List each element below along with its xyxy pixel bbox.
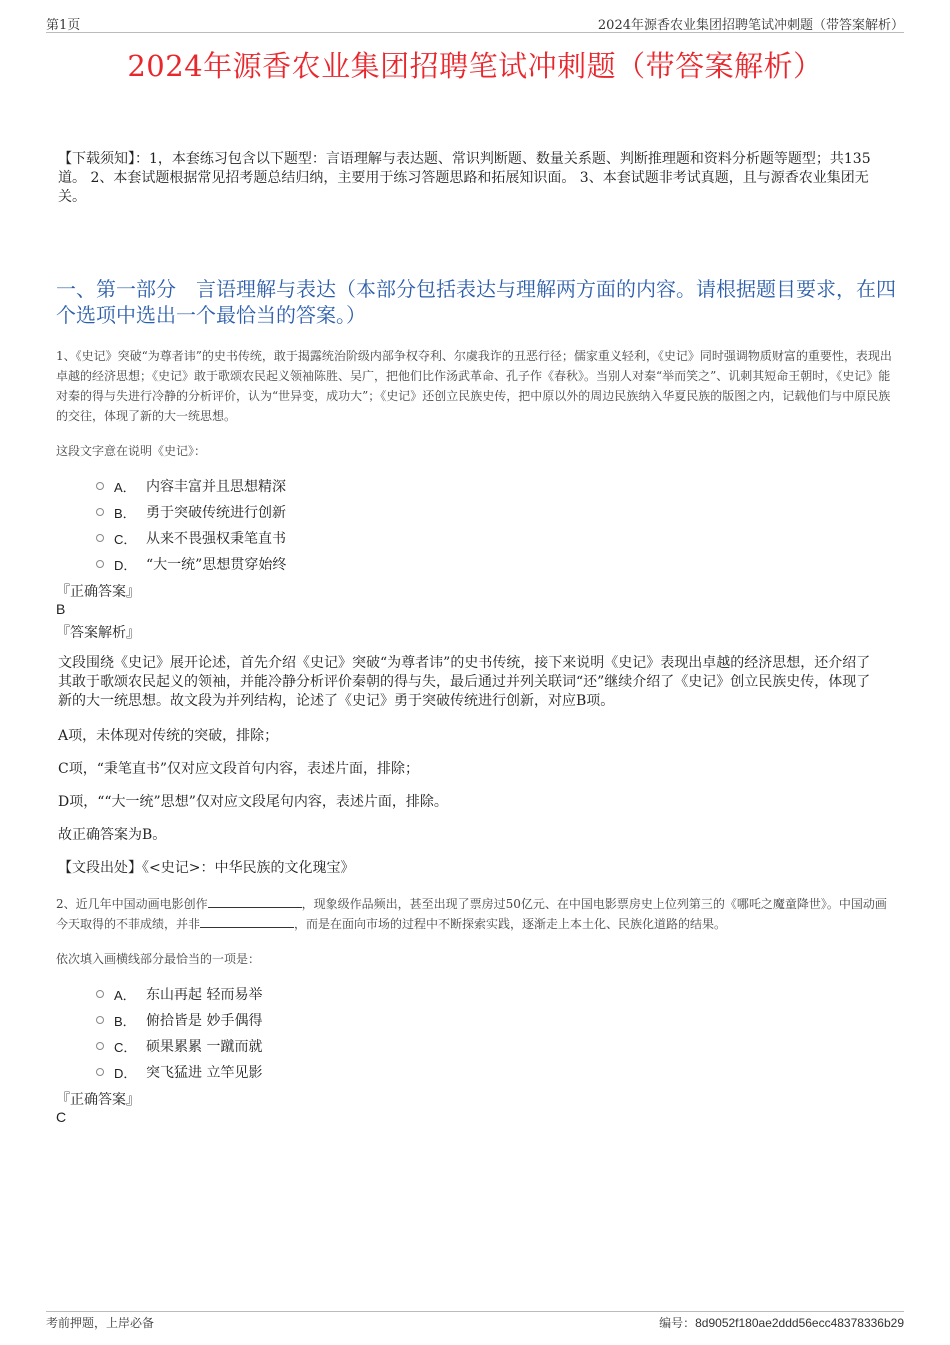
question-2-text: 2、近几年中国动画电影创作 ，现象级作品频出，甚至出现了票房过50亿元、在中国电影票房史上位列第三的《哪吒之魔童降世》。中国动画今天取得的不菲成绩，并非 ，而是在面向市场的过程中不断探索实践，逐渐走上本土化、民族化道路的结果。: [56, 897, 887, 931]
header-divider: [46, 32, 904, 33]
analysis-option-c: C项，“秉笔直书”仅对应文段首句内容，表述片面，排除；: [58, 761, 420, 777]
footer-divider: [46, 1311, 904, 1312]
download-notice: 【下载须知】：1，本套练习包含以下题型：言语理解与表达题、常识判断题、数量关系题、判断推理题和资料分析题等题型；共135道。 2、本套试题根据常见招考题总结归纳，主要用于练习答题思路和拓展知识面。 3、本套试题非考试真题，且与源香农业集团无关。: [58, 151, 871, 205]
radio-icon[interactable]: [96, 1068, 104, 1076]
analysis-option-d: D项，““大一统”思想”仅对应文段尾句内容，表述片面，排除。: [58, 794, 448, 810]
analysis-conclusion: 故正确答案为B。: [58, 827, 167, 843]
fill-blank-1[interactable]: [208, 895, 302, 908]
page-number: 第1页: [46, 18, 81, 33]
radio-icon[interactable]: [96, 508, 104, 516]
fill-blank-2[interactable]: [200, 915, 294, 928]
option-a[interactable]: A． 内容丰富并且思想精深: [96, 473, 286, 499]
radio-icon[interactable]: [96, 482, 104, 490]
option-d[interactable]: D． 突飞猛进 立竿见影: [96, 1059, 262, 1085]
question-1-text: 1、《史记》突破“为尊者讳”的史书传统，敢于揭露统治阶级内部争权夺利、尔虞我诈的丑恶行径；儒家重义轻利，《史记》同时强调物质财富的重要性，表现出卓越的经济思想；《史记》敢于歌颂农民起义领袖陈胜、吴广，把他们比作汤武革命、孔子作《春秋》。当别人对秦“举而笑之”、讥刺其短命王朝时，《史记》能对秦的得与失进行冷静的分析评价，认为“世异变，成功大”；《史记》还创立民族史传，把中原以外的周边民族纳入华夏民族的版图之内，记载他们与中原民族的交往，体现了新的大一统思想。: [56, 349, 892, 423]
option-b[interactable]: B． 勇于突破传统进行创新: [96, 499, 286, 525]
radio-icon[interactable]: [96, 1042, 104, 1050]
document-title: 2024年源香农业集团招聘笔试冲刺题（带答案解析）: [127, 49, 823, 83]
option-d[interactable]: D． “大一统”思想贯穿始终: [96, 551, 286, 577]
question-2-options: [96, 981, 262, 1085]
radio-icon[interactable]: [96, 534, 104, 542]
radio-icon[interactable]: [96, 990, 104, 998]
footer-slogan: 考前押题，上岸必备: [46, 1316, 155, 1330]
option-b[interactable]: B． 俯拾皆是 妙手偶得: [96, 1007, 262, 1033]
correct-answer: B: [56, 601, 66, 617]
radio-icon[interactable]: [96, 560, 104, 568]
question-2-prompt: 依次填入画横线部分最恰当的一项是：: [56, 952, 261, 966]
radio-icon[interactable]: [96, 1016, 104, 1024]
option-a[interactable]: A． 东山再起 轻而易举: [96, 981, 262, 1007]
answer-label: 『正确答案』: [56, 584, 140, 600]
section-heading: 一、第一部分 言语理解与表达（本部分包括表达与理解两方面的内容。请根据题目要求，在四个选项中选出一个最恰当的答案。）: [56, 277, 896, 327]
question-1-options: [96, 473, 286, 577]
correct-answer: C: [56, 1109, 67, 1125]
analysis-paragraph: 文段围绕《史记》展开论述，首先介绍《史记》突破“为尊者讳”的史书传统，接下来说明《史记》表现出卓越的经济思想，还介绍了其敢于歌颂农民起义的领袖，并能冷静分析评价秦朝的得与失，最后通过并列关联词“还”继续介绍了《史记》创立民族史传，体现了新的大一统思想。故文段为并列结构，论述了《史记》勇于突破传统进行创新，对应B项。: [58, 655, 871, 709]
option-c[interactable]: C． 硕果累累 一蹴而就: [96, 1033, 262, 1059]
document-code: 编号：8d9052f180ae2ddd56ecc48378336b29: [659, 1316, 904, 1330]
answer-label: 『正确答案』: [56, 1092, 140, 1108]
passage-source: 【文段出处】《<史记>：中华民族的文化瑰宝》: [58, 860, 355, 876]
page-header: [0, 0, 950, 34]
analysis-label: 『答案解析』: [56, 625, 140, 641]
question-1-prompt: 这段文字意在说明《史记》：: [56, 444, 207, 458]
analysis-option-a: A项，未体现对传统的突破，排除；: [58, 728, 279, 744]
header-doc-title: 2024年源香农业集团招聘笔试冲刺题（带答案解析）: [597, 18, 904, 33]
option-c[interactable]: C． 从来不畏强权秉笔直书: [96, 525, 286, 551]
